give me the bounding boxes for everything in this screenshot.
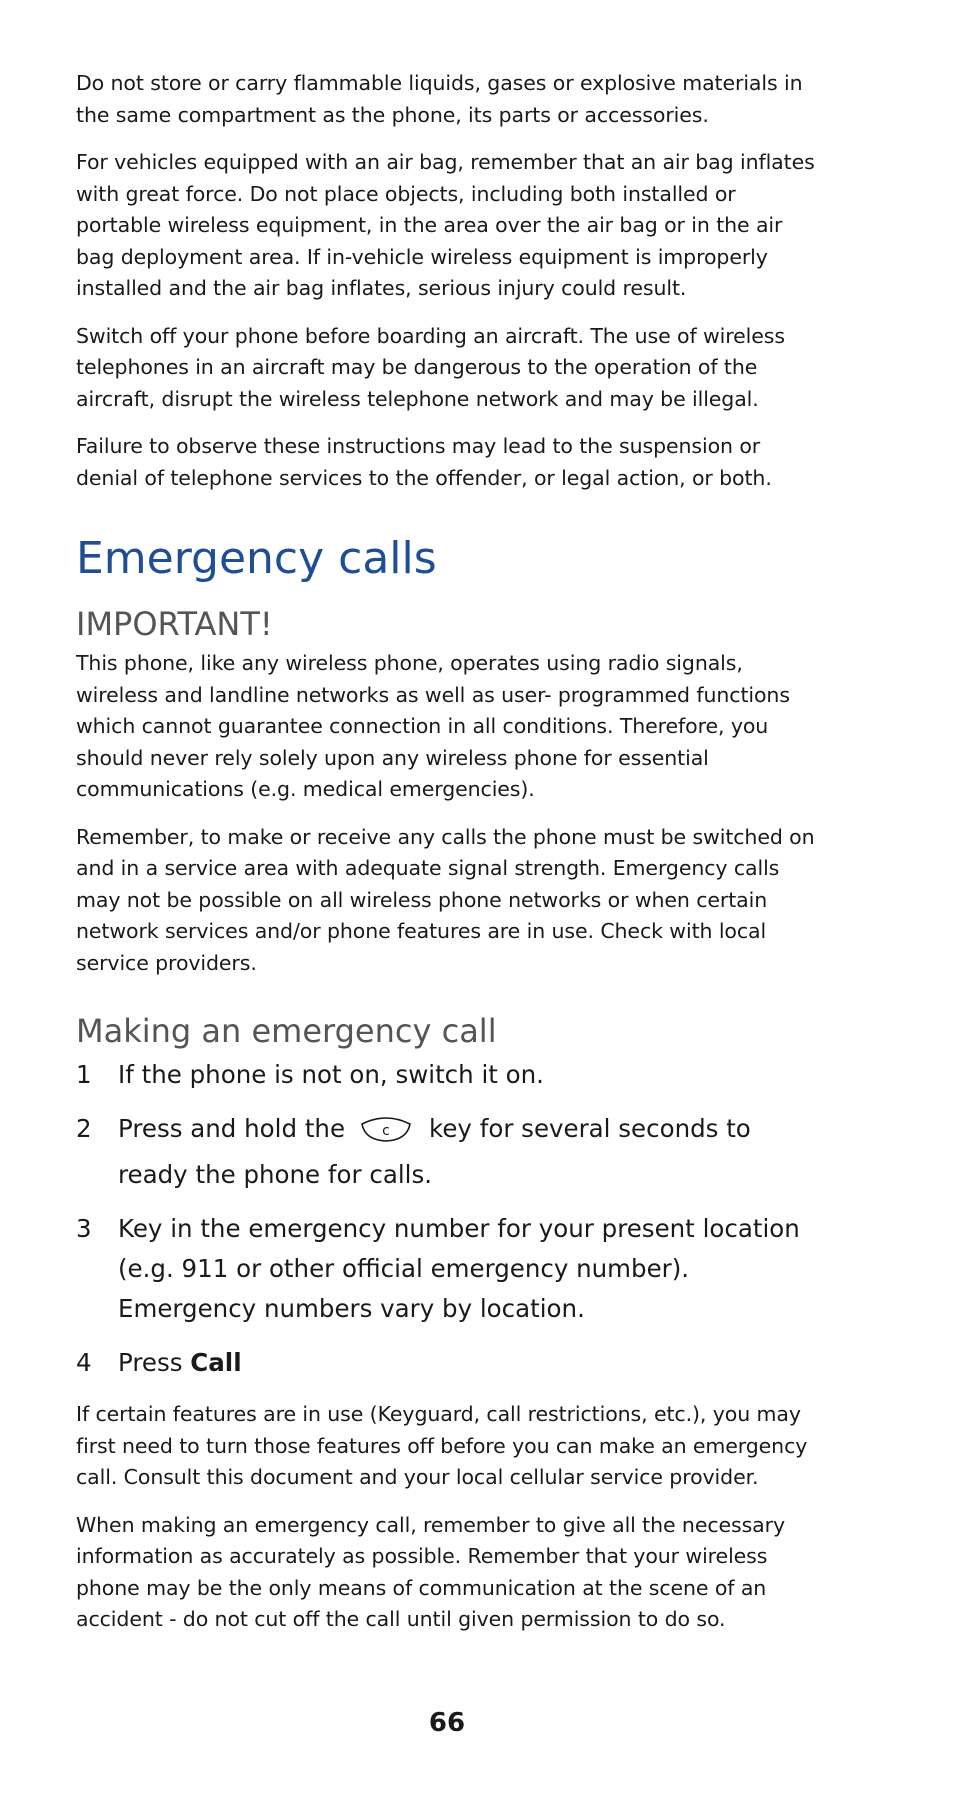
step-number: 3	[76, 1214, 92, 1243]
step-text	[118, 1109, 816, 1195]
step-number: 4	[76, 1348, 92, 1377]
step-item	[76, 1055, 816, 1095]
step-number: 1	[76, 1060, 92, 1089]
step-text-before: Press	[118, 1348, 183, 1377]
section-title: Emergency calls	[76, 533, 437, 584]
step-text	[118, 1343, 816, 1383]
intro-paragraph: Do not store or carry flammable liquids, gases or explosive materials in the same compartment as the phone, its parts or accessories.	[76, 71, 803, 127]
important-paragraph: Remember, to make or receive any calls the phone must be switched on and in a service area with adequate signal strength. Emergency calls may not be possible on all wireless phone networks or when certain network services and/or phone features are in use. Check with local service providers.	[76, 824, 815, 975]
step-item	[76, 1209, 816, 1329]
step-text-before: Press and hold the	[118, 1114, 346, 1143]
step-number: 2	[76, 1114, 92, 1143]
step-item	[76, 1343, 816, 1383]
page-content	[76, 68, 816, 1652]
step-text: Key in the emergency number for your present location (e.g. 911 or other official emergency number). Emergency numbers vary by location.	[118, 1214, 800, 1323]
subsection-title: Making an emergency call	[76, 1012, 497, 1050]
svg-text:c: c	[382, 1123, 390, 1139]
intro-paragraph: Failure to observe these instructions may lead to the suspension or denial of telephone services to the offender, or legal action, or both.	[76, 434, 772, 490]
page-number: 66	[428, 1708, 466, 1738]
step-item	[76, 1109, 816, 1195]
closing-paragraph: When making an emergency call, remember to give all the necessary information as accurately as possible. Remember that your wireless phone may be the only means of communication at the scene of an accident - do not cut off the call until given permission to do so.	[76, 1512, 786, 1631]
closing-paragraph: If certain features are in use (Keyguard, call restrictions, etc.), you may first need to turn those features off before you can make an emergency call. Consult this document and your local cellular service provider.	[76, 1402, 808, 1489]
important-paragraph: This phone, like any wireless phone, operates using radio signals, wireless and landline networks as well as user- programmed functions which cannot guarantee connection in all conditions. Therefore, you should never rely solely upon any wireless phone for essential communications (e.g. medical emergencies).	[76, 651, 790, 801]
intro-paragraph: Switch off your phone before boarding an aircraft. The use of wireless telephones in an aircraft may be dangerous to the operation of the aircraft, disrupt the wireless telephone network and may be illegal.	[76, 323, 785, 411]
steps-list	[76, 1055, 816, 1383]
call-softkey-label: Call	[190, 1348, 242, 1377]
step-text: If the phone is not on, switch it on.	[118, 1060, 544, 1089]
important-heading: IMPORTANT!	[76, 605, 273, 643]
intro-paragraph: For vehicles equipped with an air bag, remember that an air bag inflates with great force. Do not place objects, including both installed or portable wireless equipment, in the area over the air bag or in the air bag deployment area. If in-vehicle wireless equipment is improperly installed and the air bag inflates, serious injury could result.	[76, 150, 815, 300]
clear-key-icon	[359, 1115, 413, 1155]
step-text-after: key for several seconds to ready the phone for calls.	[118, 1114, 751, 1189]
